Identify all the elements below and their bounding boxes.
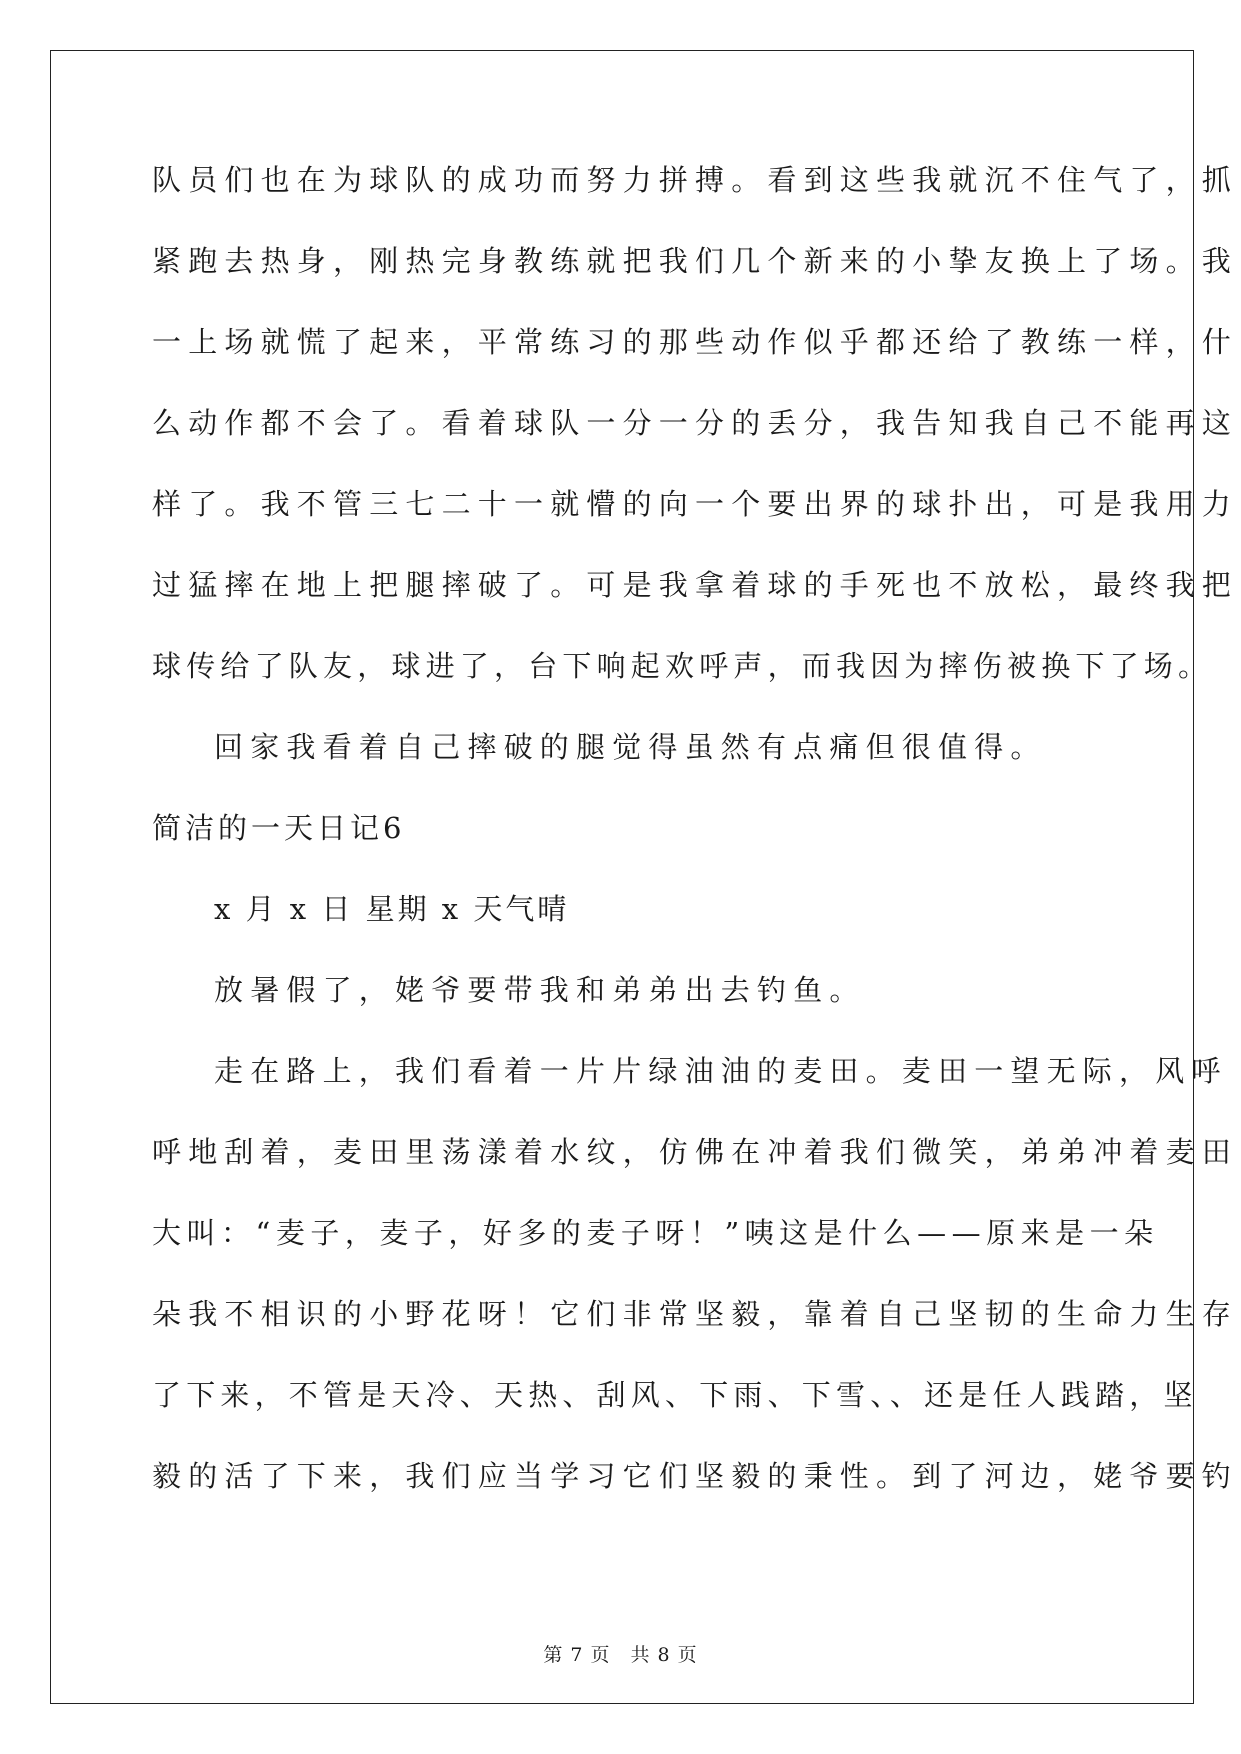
paragraph-line: 呼地刮着，麦田里荡漾着水纹，仿佛在冲着我们微笑，弟弟冲着麦田	[152, 1135, 1239, 1169]
paragraph-line: 么动作都不会了。看着球队一分一分的丢分，我告知我自己不能再这	[152, 406, 1239, 440]
paragraph-line: 走在路上，我们看着一片片绿油油的麦田。麦田一望无际，风呼	[214, 1054, 1228, 1088]
paragraph-line: 队员们也在为球队的成功而努力拼搏。看到这些我就沉不住气了，抓	[152, 163, 1239, 197]
paragraph-line: 紧跑去热身，刚热完身教练就把我们几个新来的小挚友换上了场。我	[152, 244, 1239, 278]
page-total: 共 8 页	[630, 1644, 698, 1666]
document-body	[152, 160, 1239, 1537]
paragraph-line: 朵我不相识的小野花呀！它们非常坚毅，靠着自己坚韧的生命力生存	[152, 1297, 1239, 1331]
paragraph-line: 大叫：“麦子，麦子，好多的麦子呀！”咦这是什么——原来是一朵	[152, 1216, 1159, 1250]
page-footer	[0, 1640, 1241, 1667]
paragraph-line: 回家我看着自己摔破的腿觉得虽然有点痛但很值得。	[214, 730, 1047, 764]
paragraph-line: 毅的活了下来，我们应当学习它们坚毅的秉性。到了河边，姥爷要钓	[152, 1459, 1239, 1493]
paragraph-line: 放暑假了，姥爷要带我和弟弟出去钓鱼。	[214, 973, 866, 1007]
paragraph-line: 过猛摔在地上把腿摔破了。可是我拿着球的手死也不放松，最终我把	[152, 568, 1239, 602]
paragraph-line: 一上场就慌了起来，平常练习的那些动作似乎都还给了教练一样，什	[152, 325, 1239, 359]
section-heading: 简洁的一天日记6	[152, 811, 406, 845]
date-weather-line: x 月 x 日 星期 x 天气晴	[214, 892, 570, 926]
page-number: 第 7 页	[543, 1644, 611, 1666]
paragraph-line: 样了。我不管三七二十一就懵的向一个要出界的球扑出，可是我用力	[152, 487, 1239, 521]
paragraph-line: 了下来，不管是天冷、天热、刮风、下雨、下雪、、还是任人践踏，坚	[152, 1378, 1198, 1412]
paragraph-line: 球传给了队友，球进了，台下响起欢呼声，而我因为摔伤被换下了场。	[152, 649, 1213, 683]
